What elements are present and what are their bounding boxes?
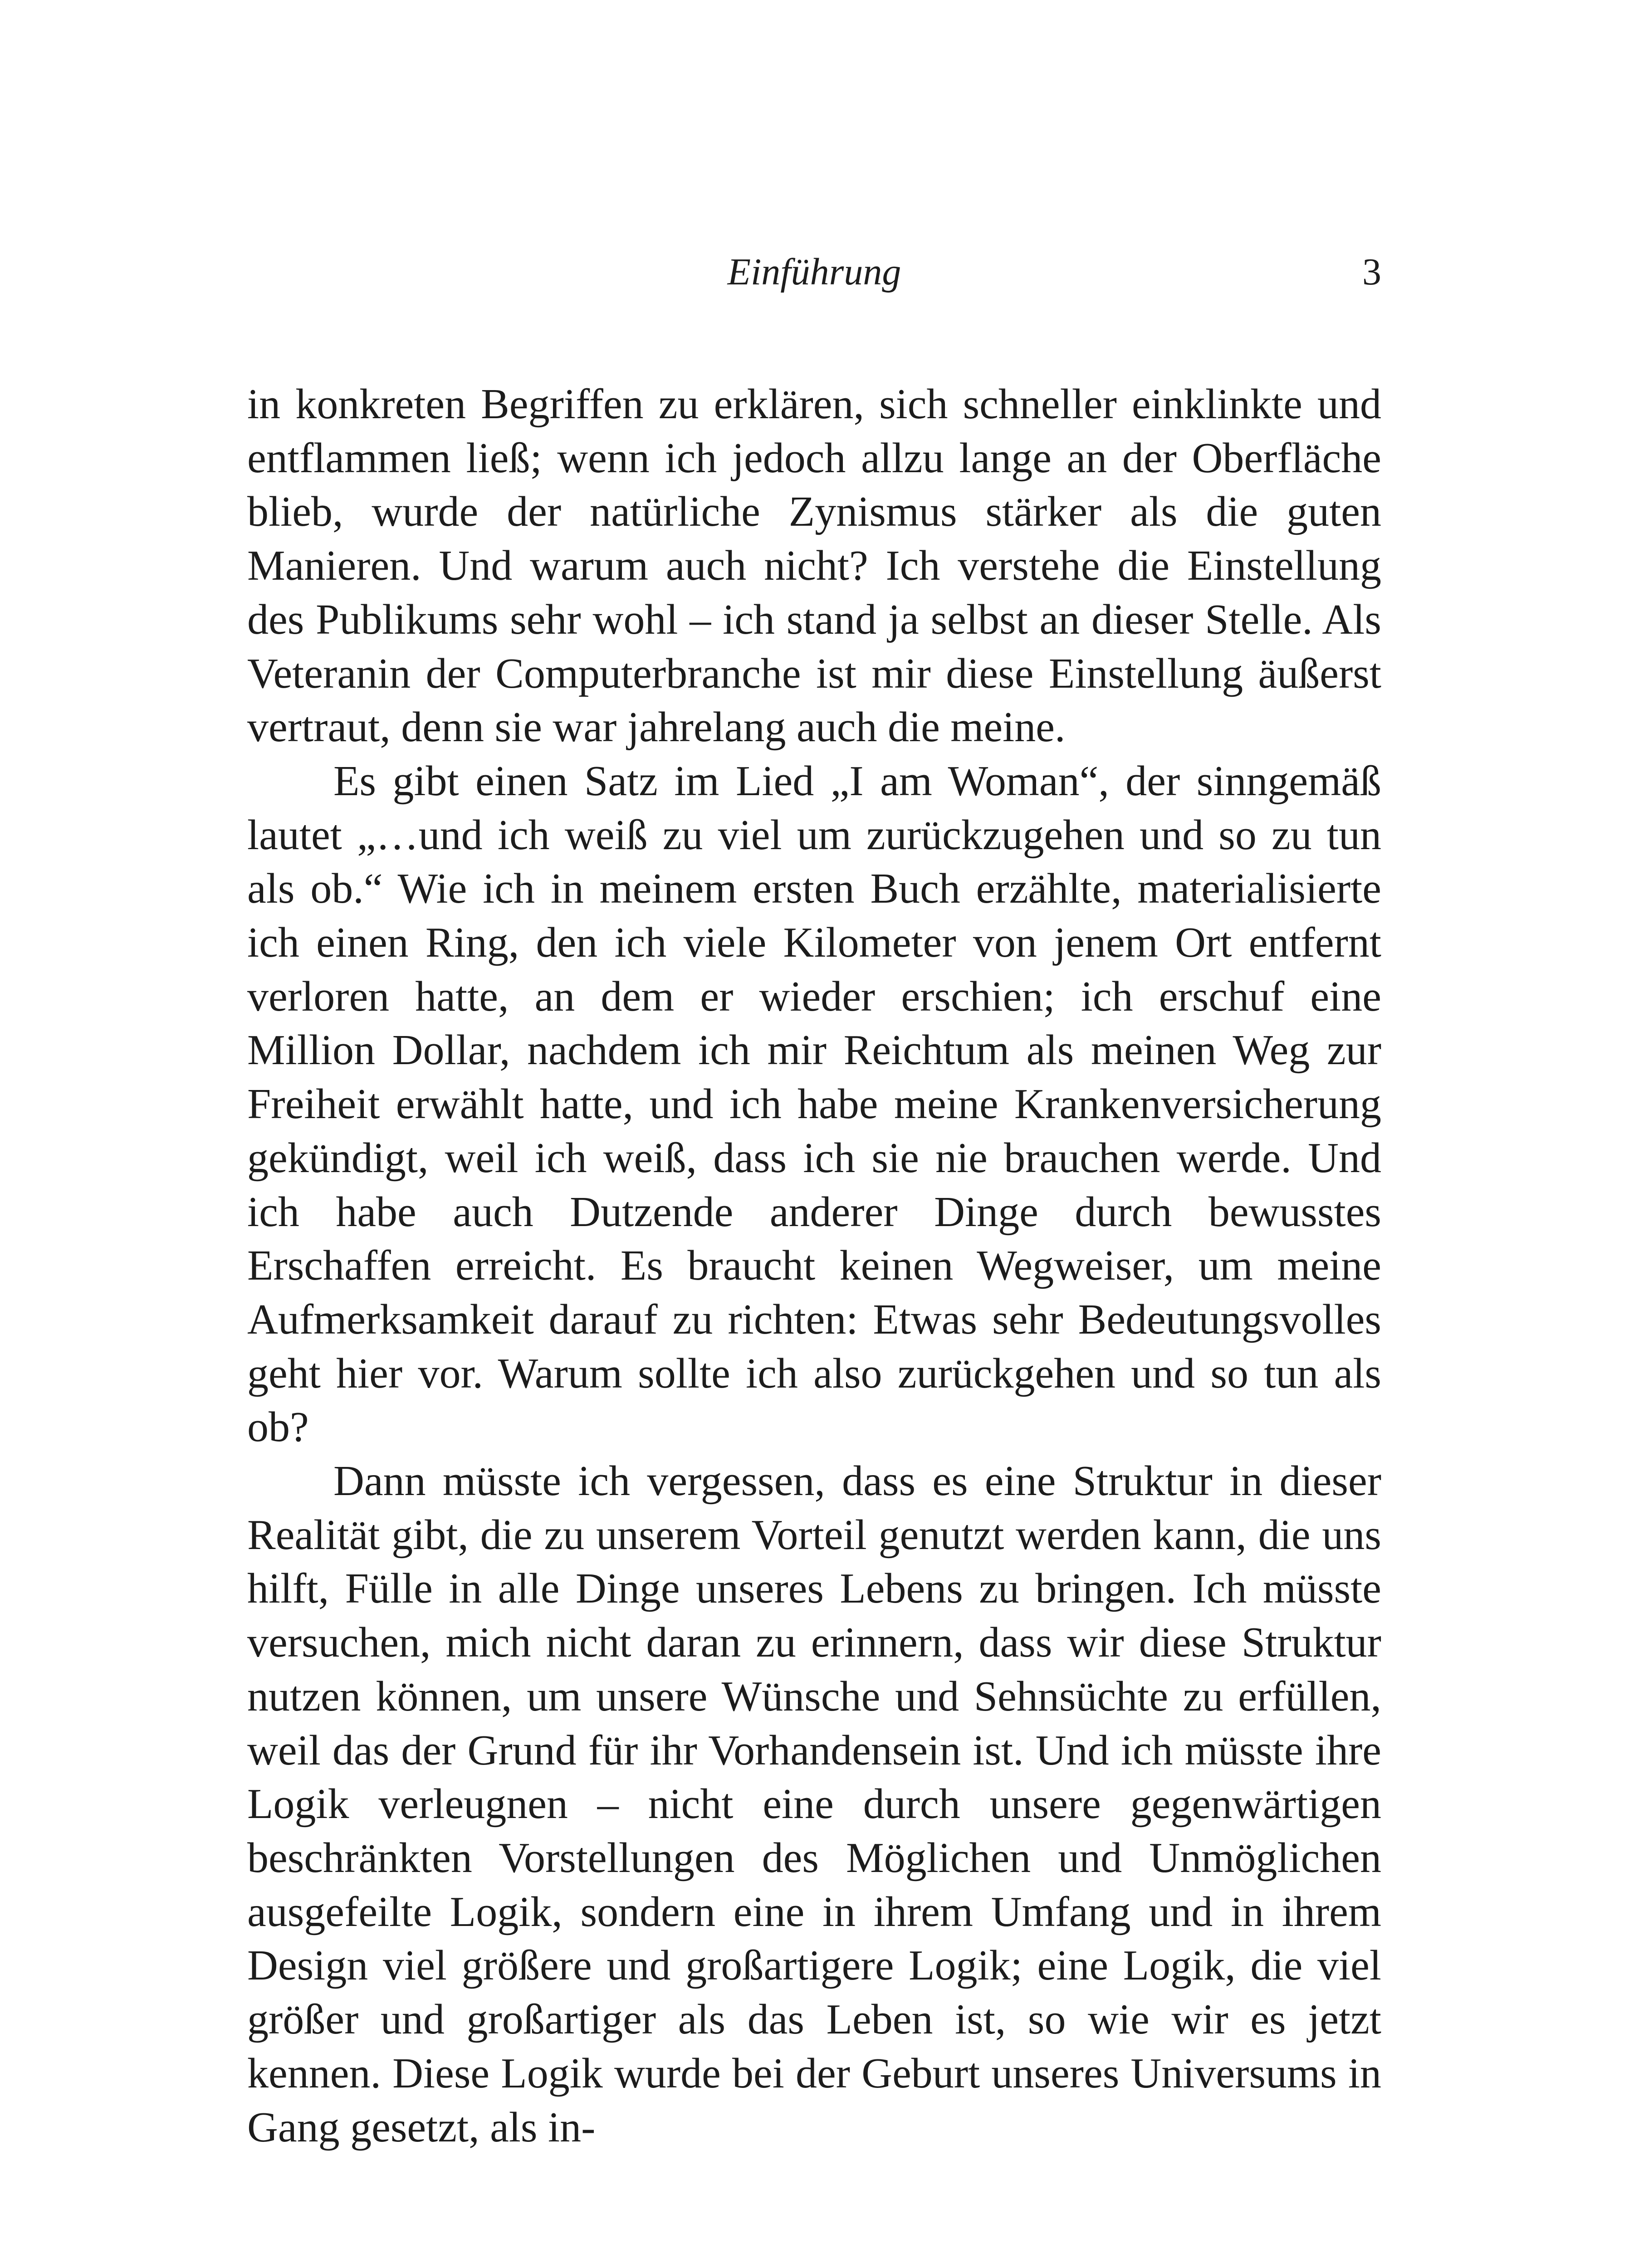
- paragraph-3: Dann müsste ich vergessen, dass es eine Struktur in dieser Realität gibt, die zu unserem Vorteil genutzt werden kann, die uns hilft, Fülle in alle Dinge unseres Lebens zu bringen. Ich müsste versuchen, mich nicht daran zu erinnern, dass wir diese Struktur nutzen können, um unsere Wünsche und Sehnsüchte zu erfüllen, weil das der Grund für ihr Vorhandensein ist. Und ich müsste ihre Logik verleugnen – nicht eine durch unsere gegenwärtigen beschränkten Vorstellungen des Möglichen und Unmöglichen ausgefeilte Logik, sondern eine in ihrem Umfang und in ihrem Design viel größere und großartigere Logik; eine Logik, die viel größer und großartiger als das Leben ist, so wie wir es jetzt kennen. Diese Logik wurde bei der Geburt unseres Universums in Gang gesetzt, als in-: [247, 1457, 1381, 2151]
- paragraph-1: in konkreten Begriffen zu erklären, sich schneller einklinkte und entflammen ließ; wenn ich jedoch allzu lange an der Oberfläche blieb, wurde der natürliche Zynismus stärker als die guten Manieren. Und warum auch nicht? Ich verstehe die Einstellung des Publikums sehr wohl – ich stand ja selbst an dieser Stelle. Als Veteranin der Computerbranche ist mir diese Einstellung äußerst vertraut, denn sie war jahrelang auch die meine.: [247, 381, 1381, 751]
- body-text: [247, 377, 1381, 2154]
- running-title: Einführung: [727, 251, 901, 293]
- running-head: [247, 245, 1381, 299]
- paragraph-2: Es gibt einen Satz im Lied „I am Woman“, der sinngemäß lautet „…und ich weiß zu viel um zurückzugehen und so zu tun als ob.“ Wie ich in meinem ersten Buch erzählte, materialisierte ich einen Ring, den ich viele Kilometer von jenem Ort entfernt verloren hatte, an dem er wieder erschien; ich erschuf eine Million Dollar, nachdem ich mir Reichtum als meinen Weg zur Freiheit erwählt hatte, und ich habe meine Krankenversicherung gekündigt, weil ich weiß, dass ich sie nie brauchen werde. Und ich habe auch Dutzende anderer Dinge durch bewusstes Erschaffen erreicht. Es braucht keinen Wegweiser, um meine Aufmerksamkeit darauf zu richten: Etwas sehr Bedeutungsvolles geht hier vor. Warum sollte ich also zurückgehen und so tun als ob?: [247, 757, 1381, 1451]
- page-number: 3: [1362, 251, 1381, 293]
